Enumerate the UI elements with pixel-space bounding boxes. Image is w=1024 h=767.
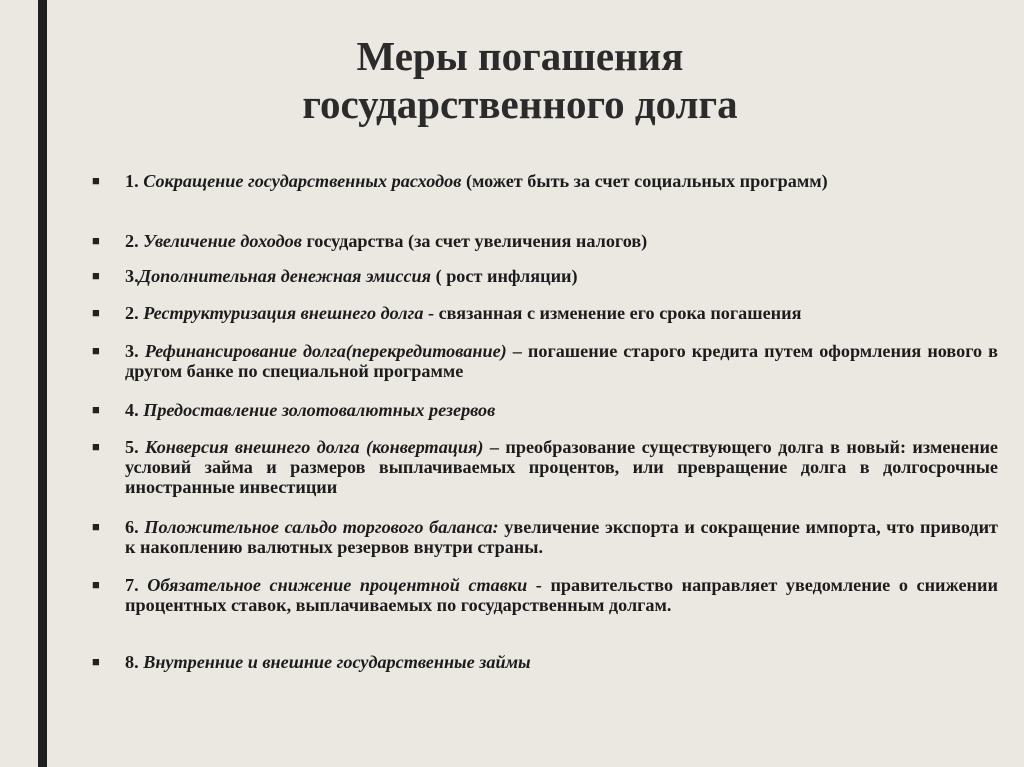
item-description: – погашение старого кредита путем оформления нового в другом банке по специальной программе [125,341,998,381]
list-item [92,652,998,672]
item-term: Увеличение доходов [143,231,302,251]
item-number: 3. [125,341,145,361]
item-description: – преобразование существующего долга в новый: изменение условий займа и размеров выплачиваемых процентов, или превращение долга в долгосрочные иностранные инвестиции [125,437,999,497]
item-text [125,303,998,323]
square-bullet-icon: ■ [92,305,100,320]
item-number: 2. [125,231,144,251]
title-line-1: Меры погашения [356,33,684,79]
item-term: Дополнительная денежная эмиссия [138,266,432,286]
title-line-2: государственного долга [302,81,738,127]
item-text [125,171,998,191]
item-text [125,341,998,381]
item-description: - правительство направляет уведомление о снижении процентных ставок, выплачиваемых по государственным долгам. [125,575,998,615]
item-number: 8. [125,652,144,672]
item-number: 4. [125,400,144,420]
left-accent-bar [38,0,47,767]
list-item [92,437,998,497]
square-bullet-icon: ■ [92,402,100,417]
item-term: Рефинансирование долга(перекредитование) [144,341,507,361]
list-item [92,517,998,557]
item-term: Внутренние и внешние государственные займы [143,652,531,672]
item-number: 2. [125,303,144,323]
list-item [92,231,998,251]
item-text [125,652,998,672]
list-item [92,171,998,191]
square-bullet-icon: ■ [92,268,100,283]
square-bullet-icon: ■ [92,233,100,248]
item-description: увеличение экспорта и сокращение импорта, что приводит к накоплению валютных резервов внутри страны. [125,517,998,557]
item-description: государства (за счет увеличения налогов) [301,231,648,251]
list-item [92,400,998,420]
list-item [92,341,998,381]
list-item [92,266,998,286]
item-number: 7. [125,575,148,595]
item-term: Сокращение государственных расходов [143,171,462,191]
item-description: (может быть за счет социальных программ) [461,171,828,191]
item-number: 3. [125,266,139,286]
square-bullet-icon: ■ [92,577,100,592]
list-item [92,303,998,323]
item-text [125,400,998,420]
list-item [92,575,998,615]
item-text [125,266,998,286]
item-text [125,231,998,251]
item-term: Реструктуризация внешнего долга [143,303,424,323]
item-term: Положительное сальдо торгового баланса: [144,517,499,537]
item-description: - связанная с изменение его срока погашения [423,303,802,323]
item-term: Конверсия внешнего долга (конвертация) [145,437,484,457]
item-number: 5. [125,437,146,457]
square-bullet-icon: ■ [92,439,100,454]
item-text [125,437,998,497]
square-bullet-icon: ■ [92,173,100,188]
item-description: ( рост инфляции) [431,266,578,286]
item-text [125,517,998,557]
square-bullet-icon: ■ [92,343,100,358]
item-term: Предоставление золотовалютных резервов [143,400,496,420]
square-bullet-icon: ■ [92,654,100,669]
square-bullet-icon: ■ [92,519,100,534]
item-number: 1. [125,171,144,191]
item-term: Обязательное снижение процентной ставки [147,575,528,595]
item-text [125,575,998,615]
slide-title [100,32,940,128]
item-number: 6. [125,517,145,537]
